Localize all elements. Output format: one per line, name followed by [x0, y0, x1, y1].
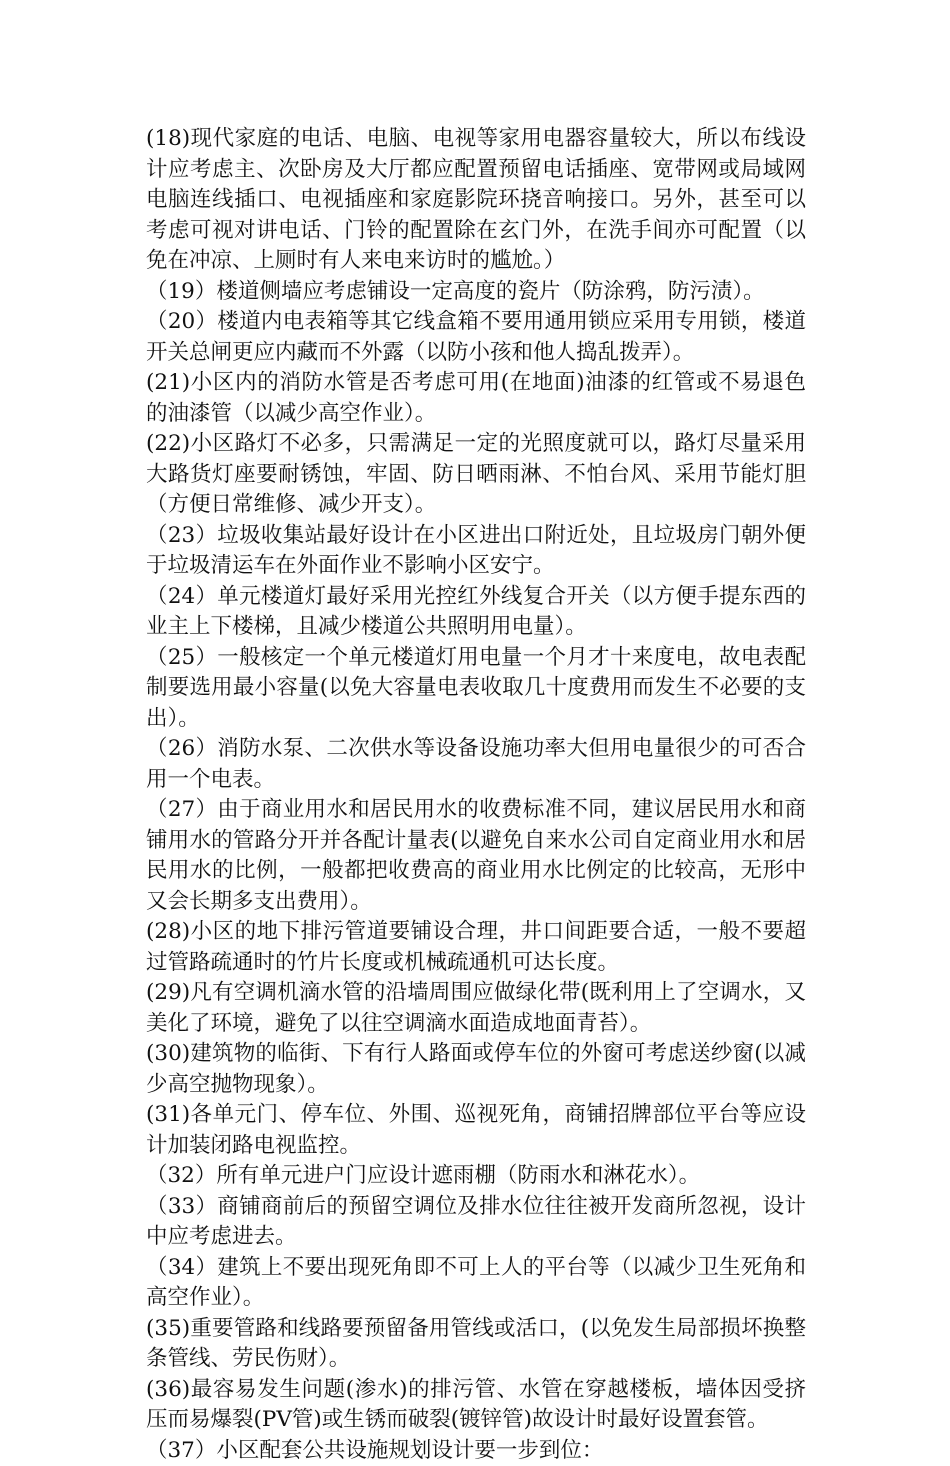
paragraph-29: (29)凡有空调机滴水管的沿墙周围应做绿化带(既利用上了空调水，又美化了环境，避免了以往空调滴水面造成地面青苔）。 — [146, 978, 806, 1039]
paragraph-22: (22)小区路灯不必多，只需满足一定的光照度就可以，路灯尽量采用大路货灯座要耐锈蚀，牢固、防日晒雨淋、不怕台风、采用节能灯胆（方便日常维修、减少开支）。 — [146, 429, 806, 521]
paragraph-24: （24）单元楼道灯最好采用光控红外线复合开关（以方便手提东西的业主上下楼梯，且减少楼道公共照明用电量）。 — [146, 582, 806, 643]
paragraph-27: （27）由于商业用水和居民用水的收费标准不同，建议居民用水和商铺用水的管路分开并各配计量表(以避免自来水公司自定商业用水和居民用水的比例，一般都把收费高的商业用水比例定的比较高，无形中又会长期多支出费用）。 — [146, 795, 806, 917]
paragraph-19: （19）楼道侧墙应考虑铺设一定高度的瓷片（防涂鸦，防污渍）。 — [146, 277, 806, 308]
paragraph-33: （33）商铺商前后的预留空调位及排水位往往被开发商所忽视，设计中应考虑进去。 — [146, 1192, 806, 1253]
paragraph-26: （26）消防水泵、二次供水等设备设施功率大但用电量很少的可否合用一个电表。 — [146, 734, 806, 795]
document-body — [146, 124, 806, 1466]
paragraph-35: (35)重要管路和线路要预留备用管线或活口，(以免发生局部损坏换整条管线、劳民伤财）。 — [146, 1314, 806, 1375]
paragraph-37: （37）小区配套公共设施规划设计要一步到位： — [146, 1436, 806, 1466]
paragraph-30: (30)建筑物的临街、下有行人路面或停车位的外窗可考虑送纱窗(以减少高空抛物现象）。 — [146, 1039, 806, 1100]
paragraph-31: (31)各单元门、停车位、外围、巡视死角，商铺招牌部位平台等应设计加装闭路电视监控。 — [146, 1100, 806, 1161]
paragraph-23: （23）垃圾收集站最好设计在小区进出口附近处，且垃圾房门朝外便于垃圾清运车在外面作业不影响小区安宁。 — [146, 521, 806, 582]
paragraph-25: （25）一般核定一个单元楼道灯用电量一个月才十来度电，故电表配制要选用最小容量(以免大容量电表收取几十度费用而发生不必要的支出）。 — [146, 643, 806, 735]
paragraph-36: (36)最容易发生问题(渗水)的排污管、水管在穿越楼板，墙体因受挤压而易爆裂(PV管)或生锈而破裂(镀锌管)故设计时最好设置套管。 — [146, 1375, 806, 1436]
paragraph-18: (18)现代家庭的电话、电脑、电视等家用电器容量较大，所以布线设计应考虑主、次卧房及大厅都应配置预留电话插座、宽带网或局域网电脑连线插口、电视插座和家庭影院环挠音响接口。另外，甚至可以考虑可视对讲电话、门铃的配置除在玄门外，在洗手间亦可配置（以免在冲凉、上厕时有人来电来访时的尴尬。） — [146, 124, 806, 277]
paragraph-28: (28)小区的地下排污管道要铺设合理，井口间距要合适，一般不要超过管路疏通时的竹片长度或机械疏通机可达长度。 — [146, 917, 806, 978]
paragraph-20: （20）楼道内电表箱等其它线盒箱不要用通用锁应采用专用锁，楼道开关总闸更应内藏而不外露（以防小孩和他人捣乱拨弄）。 — [146, 307, 806, 368]
paragraph-34: （34）建筑上不要出现死角即不可上人的平台等（以减少卫生死角和高空作业）。 — [146, 1253, 806, 1314]
paragraph-21: (21)小区内的消防水管是否考虑可用(在地面)油漆的红管或不易退色的油漆管（以减少高空作业）。 — [146, 368, 806, 429]
paragraph-32: （32）所有单元进户门应设计遮雨棚（防雨水和淋花水）。 — [146, 1161, 806, 1192]
